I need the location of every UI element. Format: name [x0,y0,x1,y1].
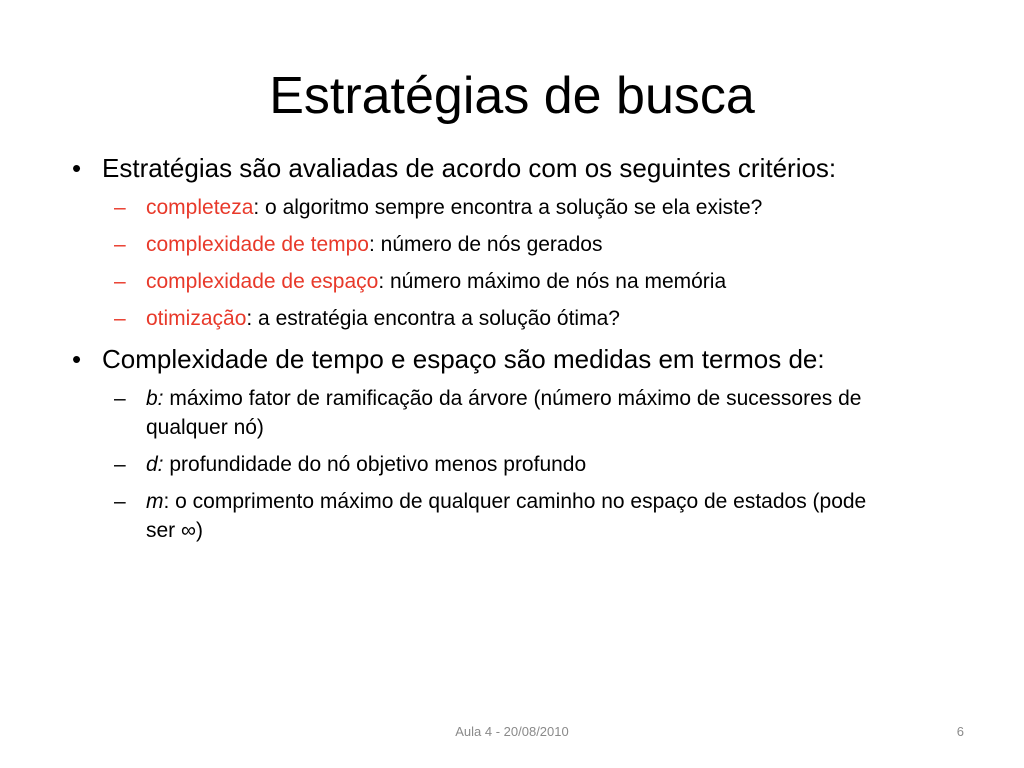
subitem-text: máximo fator de ramificação da árvore (número máximo de sucessores de qualquer nó) [146,387,862,439]
dash-icon: – [114,233,126,256]
bullet-complexity-terms [62,341,982,377]
dash-icon: – [114,270,126,293]
subitem-text: : o comprimento máximo de qualquer caminho no espaço de estados (pode ser ∞) [146,490,867,542]
subitem-b [62,384,886,442]
subitem-term: complexidade de tempo [146,233,369,256]
subitem-term: completeza [146,196,254,219]
slide-title: Estratégias de busca [269,67,755,125]
subitem-term: otimização [146,307,247,330]
dash-icon: – [114,307,126,330]
subitem-term: complexidade de espaço [146,270,379,293]
subitem-term: m [146,490,164,513]
bullet-text: Complexidade de tempo e espaço são medidas em termos de: [102,344,825,374]
subitem-text: : o algoritmo sempre encontra a solução se ela existe? [253,196,763,219]
dash-icon: – [114,490,126,513]
dash-icon: – [114,453,126,476]
dash-icon: – [114,196,126,219]
subitem-complexidade-espaco [62,267,982,296]
subitem-complexidade-tempo [62,230,982,259]
bullet-text: Estratégias são avaliadas de acordo com os seguintes critérios: [102,153,837,183]
bullet-dot-icon: • [72,153,82,183]
bullet-criteria [62,150,982,186]
subitem-text: : número de nós gerados [368,233,603,256]
subitem-text: profundidade do nó objetivo menos profundo [163,453,587,476]
subitem-completeza [62,193,982,222]
slide-content [62,150,982,553]
subitem-text: : a estratégia encontra a solução ótima? [246,307,620,330]
subitem-term: d: [146,453,164,476]
dash-icon: – [114,387,126,410]
subitem-d [62,450,982,479]
subitem-otimizacao [62,304,982,333]
bullet-dot-icon: • [72,344,82,374]
subitem-text: : número máximo de nós na memória [378,270,727,293]
footer-date: Aula 4 - 20/08/2010 [455,724,569,739]
subitem-term: b: [146,387,164,410]
page-number: 6 [956,724,964,739]
subitem-m [62,487,886,545]
